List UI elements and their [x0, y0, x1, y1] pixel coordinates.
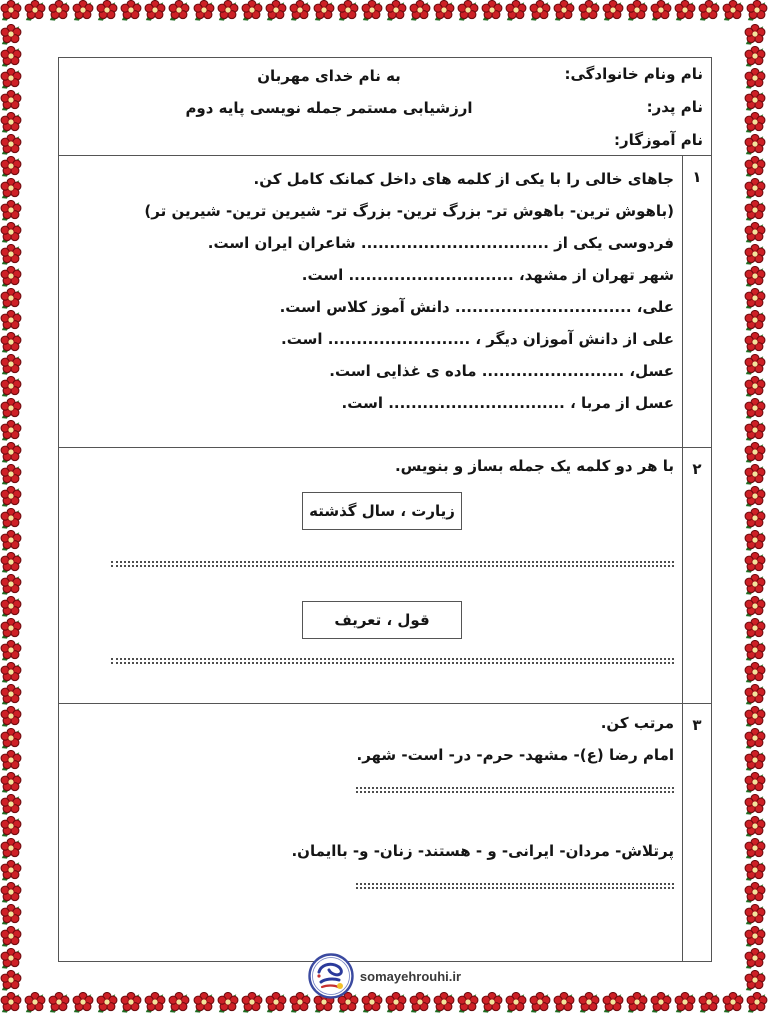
flower-icon — [0, 904, 22, 926]
worksheet-body — [59, 156, 711, 961]
question-number-column — [682, 156, 711, 961]
flower-icon — [289, 0, 311, 22]
flower-icon — [744, 926, 766, 948]
flower-icon — [361, 0, 383, 22]
fill-blank-sentence: علی از دانش آموزان دیگر ، ......................... است. — [281, 330, 674, 348]
flower-icon — [0, 310, 22, 332]
flower-icon — [744, 288, 766, 310]
flower-icon — [0, 68, 22, 90]
worksheet-title-block — [169, 67, 489, 117]
flower-icon — [313, 0, 335, 22]
question-number-1: ۱ — [683, 156, 711, 448]
flower-icon — [0, 486, 22, 508]
flower-icon — [0, 156, 22, 178]
answer-line — [356, 787, 674, 793]
flower-icon — [744, 794, 766, 816]
flower-icon — [0, 816, 22, 838]
flower-icon — [744, 574, 766, 596]
flower-icon — [744, 508, 766, 530]
section-3-instruction: مرتب کن. — [600, 714, 674, 732]
flower-icon — [409, 0, 431, 22]
flower-icon — [0, 222, 22, 244]
flower-icon — [48, 0, 70, 22]
flower-icon — [0, 24, 22, 46]
father-name-label: نام پدر: — [646, 98, 703, 116]
flower-icon — [0, 354, 22, 376]
scramble-words-1: امام رضا (ع)- مشهد- حرم- در- است- شهر. — [356, 746, 674, 764]
flower-icon — [265, 0, 287, 22]
flower-icon — [744, 200, 766, 222]
fill-blank-sentence: فردوسی یکی از ................................. شاعران ایران است. — [207, 234, 674, 252]
flower-icon — [744, 860, 766, 882]
flower-icon — [0, 706, 22, 728]
teacher-name-label: نام آموزگار: — [614, 131, 703, 149]
flower-icon — [744, 134, 766, 156]
section-1-word-bank: (باهوش ترین- باهوش تر- بزرگ ترین- بزرگ تر- شیرین ترین- شیرین تر) — [144, 202, 674, 220]
flower-icon — [744, 112, 766, 134]
flower-icon — [0, 838, 22, 860]
flower-icon — [0, 684, 22, 706]
flower-icon — [0, 46, 22, 68]
flower-icon — [744, 354, 766, 376]
flower-icon — [744, 398, 766, 420]
fill-blank-sentence: عسل، ......................... ماده ی غذایی است. — [329, 362, 674, 380]
flower-icon — [722, 0, 744, 22]
question-number-3: ۳ — [692, 716, 702, 734]
flower-icon — [0, 574, 22, 596]
fill-blank-sentence: عسل از مربا ، ............................... است. — [341, 394, 674, 412]
flower-icon — [0, 244, 22, 266]
worksheet-header — [59, 58, 711, 156]
student-name-label: نام ونام خانوادگی: — [564, 65, 703, 83]
flower-icon — [0, 266, 22, 288]
flower-icon — [744, 596, 766, 618]
flower-icon — [0, 596, 22, 618]
flower-icon — [0, 794, 22, 816]
flower-icon — [0, 530, 22, 552]
worksheet-title: ارزشیابی مستمر جمله نویسی پایه دوم — [185, 99, 473, 117]
flower-icon — [217, 0, 239, 22]
flower-icon — [193, 0, 215, 22]
scramble-words-2: پرتلاش- مردان- ایرانی- و - هستند- زنان- و- باایمان. — [291, 842, 674, 860]
fill-blank-sentence: علی، ............................... دانش آموز کلاس است. — [279, 298, 674, 316]
flower-icon — [0, 926, 22, 948]
flower-icon — [744, 662, 766, 684]
flower-icon — [674, 0, 696, 22]
flower-icon — [433, 0, 455, 22]
question-content-column — [59, 156, 682, 961]
flower-icon — [0, 552, 22, 574]
answer-line — [111, 561, 674, 567]
flower-icon — [578, 0, 600, 22]
flower-icon — [0, 200, 22, 222]
flower-icon — [744, 266, 766, 288]
flower-icon — [744, 882, 766, 904]
flower-icon — [168, 0, 190, 22]
flower-icon — [0, 112, 22, 134]
section-1-instruction: جاهای خالی را با یکی از کلمه های داخل کمانک کامل کن. — [253, 170, 674, 188]
flower-icon — [744, 332, 766, 354]
flower-icon — [744, 68, 766, 90]
flower-icon — [744, 420, 766, 442]
flower-border-left — [0, 24, 24, 992]
flower-icon — [744, 486, 766, 508]
flower-icon — [529, 0, 551, 22]
section-2-instruction: با هر دو کلمه یک جمله بساز و بنویس. — [394, 457, 674, 475]
flower-border-right — [744, 24, 768, 992]
flower-icon — [0, 662, 22, 684]
site-logo-icon — [307, 952, 355, 1000]
worksheet-table — [58, 57, 712, 962]
flower-icon — [744, 222, 766, 244]
flower-icon — [602, 0, 624, 22]
flower-icon — [744, 46, 766, 68]
flower-icon — [744, 552, 766, 574]
flower-icon — [120, 0, 142, 22]
flower-icon — [0, 618, 22, 640]
flower-icon — [744, 706, 766, 728]
flower-icon — [744, 618, 766, 640]
flower-icon — [553, 0, 575, 22]
flower-icon — [0, 288, 22, 310]
answer-line — [356, 883, 674, 889]
flower-icon — [0, 332, 22, 354]
flower-icon — [0, 640, 22, 662]
flower-icon — [744, 156, 766, 178]
flower-icon — [0, 376, 22, 398]
flower-icon — [0, 178, 22, 200]
word-pair-box-2: قول ، تعریف — [302, 601, 462, 639]
flower-icon — [0, 882, 22, 904]
section-1-fill-blanks — [59, 156, 682, 448]
flower-icon — [337, 0, 359, 22]
flower-icon — [241, 0, 263, 22]
flower-icon — [0, 772, 22, 794]
flower-icon — [744, 838, 766, 860]
flower-icon — [0, 750, 22, 772]
flower-icon — [0, 860, 22, 882]
flower-icon — [0, 728, 22, 750]
answer-line — [111, 658, 674, 664]
flower-icon — [96, 0, 118, 22]
flower-icon — [626, 0, 648, 22]
flower-icon — [0, 508, 22, 530]
footer — [0, 952, 768, 1000]
flower-icon — [744, 750, 766, 772]
flower-icon — [744, 530, 766, 552]
section-2-make-sentences — [59, 448, 682, 704]
flower-icon — [744, 310, 766, 332]
fill-blank-sentence: شهر تهران از مشهد، ............................. است. — [301, 266, 674, 284]
flower-icon — [744, 178, 766, 200]
flower-icon — [744, 24, 766, 46]
flower-icon — [744, 464, 766, 486]
bismillah-text: به نام خدای مهربان — [257, 67, 401, 85]
flower-icon — [744, 90, 766, 112]
flower-icon — [744, 442, 766, 464]
section-3-reorder — [59, 704, 682, 961]
flower-icon — [24, 0, 46, 22]
site-url: somayehrouhi.ir — [359, 968, 462, 984]
word-pair-box-1: زیارت ، سال گذشته — [302, 492, 462, 530]
flower-icon — [744, 684, 766, 706]
flower-icon — [72, 0, 94, 22]
flower-icon — [144, 0, 166, 22]
flower-icon — [746, 0, 768, 22]
flower-border-top — [0, 0, 768, 24]
flower-icon — [744, 244, 766, 266]
flower-icon — [650, 0, 672, 22]
flower-icon — [744, 816, 766, 838]
flower-icon — [481, 0, 503, 22]
flower-icon — [0, 398, 22, 420]
flower-icon — [0, 90, 22, 112]
flower-icon — [744, 904, 766, 926]
flower-icon — [0, 464, 22, 486]
flower-icon — [698, 0, 720, 22]
flower-icon — [744, 728, 766, 750]
question-number-2: ۲ — [683, 448, 711, 704]
flower-icon — [744, 376, 766, 398]
flower-icon — [0, 0, 22, 22]
flower-icon — [0, 442, 22, 464]
flower-icon — [744, 640, 766, 662]
flower-icon — [0, 420, 22, 442]
flower-icon — [457, 0, 479, 22]
flower-icon — [0, 134, 22, 156]
flower-icon — [385, 0, 407, 22]
flower-icon — [505, 0, 527, 22]
student-info-labels — [564, 65, 703, 149]
flower-icon — [744, 772, 766, 794]
